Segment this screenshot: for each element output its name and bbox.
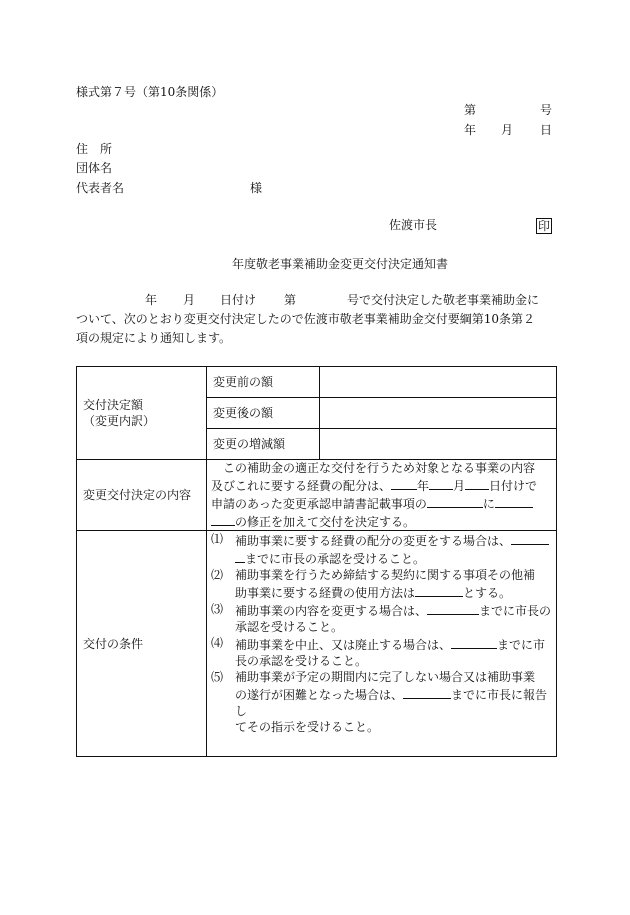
condition-text: 補助事業が予定の期間内に完了しない場合又は補助事業 xyxy=(235,670,536,684)
condition-text: 補助事業に要する経費の配分の変更をする場合は、 xyxy=(235,534,512,548)
recipient-group-label: 団体名 xyxy=(76,161,113,175)
diff-amount-label: 変更の増減額 xyxy=(207,429,320,460)
condition-number: ⑸ xyxy=(211,670,224,684)
blank-field[interactable] xyxy=(211,512,235,526)
condition-text: 補助事業を行うため締結する契約に関する事項その他補 xyxy=(235,568,536,582)
body-date-suffix: 日付け xyxy=(220,293,257,307)
recipient-address-label: 住 所 xyxy=(76,142,113,156)
content-label: 変更交付決定の内容 xyxy=(77,460,207,531)
amount-label: 交付決定額 xyxy=(83,398,144,412)
condition-number: ⑶ xyxy=(211,602,224,616)
content-line-2-text: 及びこれに要する経費の配分は、 xyxy=(211,479,392,493)
condition-text: 助事業に要する経費の使用方法は xyxy=(235,586,416,600)
body-line1-rest: 号で交付決定した敬老事業補助金に xyxy=(347,293,540,307)
diff-amount-value[interactable] xyxy=(320,429,557,460)
content-ni: に xyxy=(482,497,495,511)
blank-field[interactable] xyxy=(427,494,483,508)
document-title: 年度敬老事業補助金変更交付決定通知書 xyxy=(232,257,449,271)
after-amount-label: 変更後の額 xyxy=(207,398,320,429)
condition-text: までに市長に報告し xyxy=(235,688,548,718)
body-line3: 項の規定により通知します。 xyxy=(76,331,232,345)
blank-field[interactable] xyxy=(465,476,489,490)
condition-text: 補助事業の内容を変更する場合は、 xyxy=(235,604,428,618)
content-date-suffix: 日付けで xyxy=(489,479,538,493)
condition-text: までに市 xyxy=(497,638,546,652)
body-year: 年 xyxy=(145,293,158,307)
doc-number-go: 号 xyxy=(540,103,553,117)
blank-field[interactable] xyxy=(429,476,453,490)
condition-text: 承認を受けること。 xyxy=(235,620,344,634)
condition-item xyxy=(211,669,552,735)
blank-field[interactable] xyxy=(511,531,549,545)
condition-number: ⑷ xyxy=(211,636,224,650)
content-line-3-text: 申請のあった変更承認申請書記載事項の xyxy=(211,497,427,511)
condition-text: までに市長の承認を受けること。 xyxy=(245,552,426,566)
decision-table xyxy=(76,366,557,757)
blank-field[interactable] xyxy=(391,476,417,490)
blank-field[interactable] xyxy=(415,583,463,597)
condition-text: 長の承認を受けること。 xyxy=(235,654,368,668)
date-year: 年 xyxy=(464,123,477,137)
body-dai: 第 xyxy=(284,293,297,307)
content-line-4 xyxy=(211,512,552,530)
doc-number-dai: 第 xyxy=(464,103,477,117)
condition-text: てその指示を受けること。 xyxy=(235,720,380,734)
blank-field[interactable] xyxy=(427,601,479,615)
condition-item xyxy=(211,567,552,601)
condition-number: ⑵ xyxy=(211,568,224,582)
recipient-representative-label: 代表者名 xyxy=(76,181,125,195)
after-amount-value[interactable] xyxy=(320,398,557,429)
content-line-2 xyxy=(211,476,552,494)
amount-label-cell xyxy=(77,367,207,460)
form-number: 様式第７号（第10条関係） xyxy=(76,85,224,99)
content-cell xyxy=(207,460,557,531)
condition-text: の遂行が困難となった場合は、 xyxy=(235,688,404,702)
conditions-list xyxy=(211,531,552,735)
before-amount-label: 変更前の額 xyxy=(207,367,320,398)
body-month: 月 xyxy=(183,293,196,307)
conditions-label: 交付の条件 xyxy=(77,531,207,757)
date-day: 日 xyxy=(540,123,553,137)
condition-text: までに市長の xyxy=(479,604,552,618)
amount-label-sub: （変更内訳） xyxy=(83,414,156,428)
condition-item xyxy=(211,531,552,567)
blank-field[interactable] xyxy=(235,549,245,563)
blank-field[interactable] xyxy=(495,494,533,508)
condition-item xyxy=(211,601,552,635)
recipient-honorific: 様 xyxy=(250,181,263,195)
content-line-1: この補助金の適正な交付を行うため対象となる事業の内容 xyxy=(211,461,536,475)
condition-text: 補助事業を中止、又は廃止する場合は、 xyxy=(235,638,452,652)
content-line-3 xyxy=(211,494,552,512)
body-line2: ついて、次のとおり変更交付決定したので佐渡市敬老事業補助金交付要綱第10条第２ xyxy=(76,312,536,326)
issuer-name: 佐渡市長 xyxy=(389,218,438,232)
date-month: 月 xyxy=(501,123,514,137)
conditions-cell xyxy=(207,531,557,757)
blank-field[interactable] xyxy=(403,685,451,699)
before-amount-value[interactable] xyxy=(320,367,557,398)
seal-mark: 印 xyxy=(537,218,550,233)
content-month: 月 xyxy=(453,479,466,493)
issuer-seal xyxy=(534,217,552,234)
content-year: 年 xyxy=(417,479,430,493)
blank-field[interactable] xyxy=(451,635,497,649)
condition-item xyxy=(211,635,552,669)
condition-number: ⑴ xyxy=(211,532,224,546)
condition-text: とする。 xyxy=(463,586,512,600)
content-line-4-text: の修正を加えて交付を決定する。 xyxy=(235,515,416,529)
